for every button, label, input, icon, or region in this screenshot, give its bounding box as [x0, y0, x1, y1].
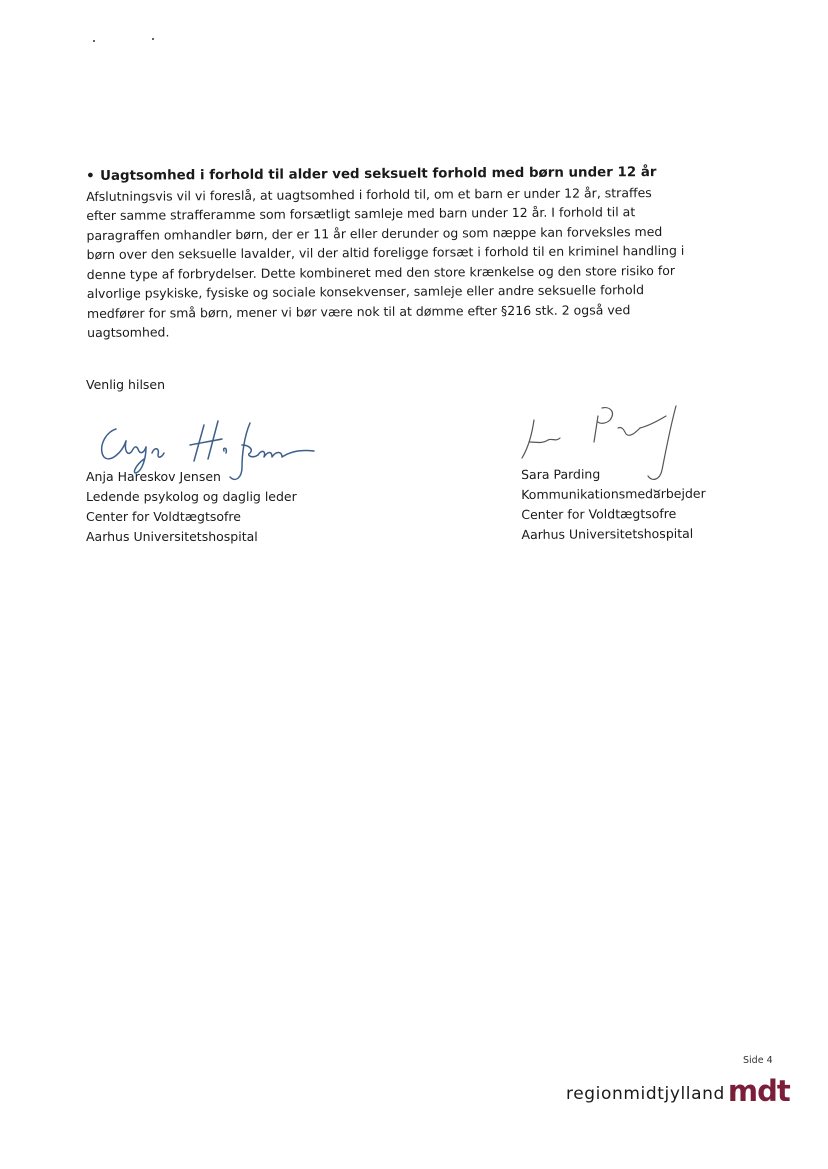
signer-name: Sara Parding [521, 466, 601, 482]
signer-title: Ledende psykolog og daglig leder [86, 489, 297, 504]
signer-organization: Center for Voldtægtsofre [86, 509, 241, 524]
signer-block-right [521, 464, 706, 545]
scan-speck [93, 40, 95, 42]
heading-text: Uagtsomhed i forhold til alder ved seksuelt forhold med børn under 12 år [100, 165, 657, 184]
closing-greeting: Venlig hilsen [86, 377, 166, 392]
paragraph-line: paragraffen omhandler børn, der er 11 år eller derunder og som næppe kan forveksles med [86, 223, 663, 243]
paragraph-line: medfører for små børn, mener vi bør være nok til at dømme efter §216 stk. 2 også ved [86, 301, 631, 321]
signer-institution: Aarhus Universitetshospital [521, 525, 694, 542]
signer-block-left [86, 467, 297, 547]
scan-speck [152, 38, 154, 40]
paragraph-line: alvorlige psykiske, fysiske og sociale konsekvenser, samleje eller andre seksuelle forhold [86, 282, 645, 301]
page-number: Side 4 [743, 1055, 773, 1066]
signer-title: Kommunikationsmedarbejder [521, 485, 706, 502]
region-midtjylland-logo [566, 1074, 790, 1108]
paragraph-line: Afslutningsvis vil vi foreslå, at uagtsomhed i forhold til, om et barn er under 12 år, straffes [86, 184, 652, 204]
paragraph-line: efter samme strafferamme som forsætligt samleje med barn under 12 år. I forhold til at [86, 204, 636, 223]
signer-name: Anja Hareskov Jensen [86, 469, 221, 484]
logo-text: regionmidtjylland [566, 1084, 725, 1104]
bullet-icon: • [86, 168, 95, 184]
section-paragraph [86, 182, 747, 343]
logo-mark: mdt [727, 1074, 790, 1108]
signer-organization: Center for Voldtægtsofre [521, 505, 677, 522]
uagtsomhed-section [86, 162, 747, 342]
paragraph-line: børn over den seksuelle lavalder, vil der altid foreligge forsæt i forhold til en kriminel handling i [86, 242, 685, 262]
paragraph-line: uagtsomhed. [87, 324, 170, 340]
signer-institution: Aarhus Universitetshospital [86, 529, 258, 544]
paragraph-line: denne type af forbrydelser. Dette kombineret med den store krænkelse og den store risiko for [86, 262, 676, 282]
